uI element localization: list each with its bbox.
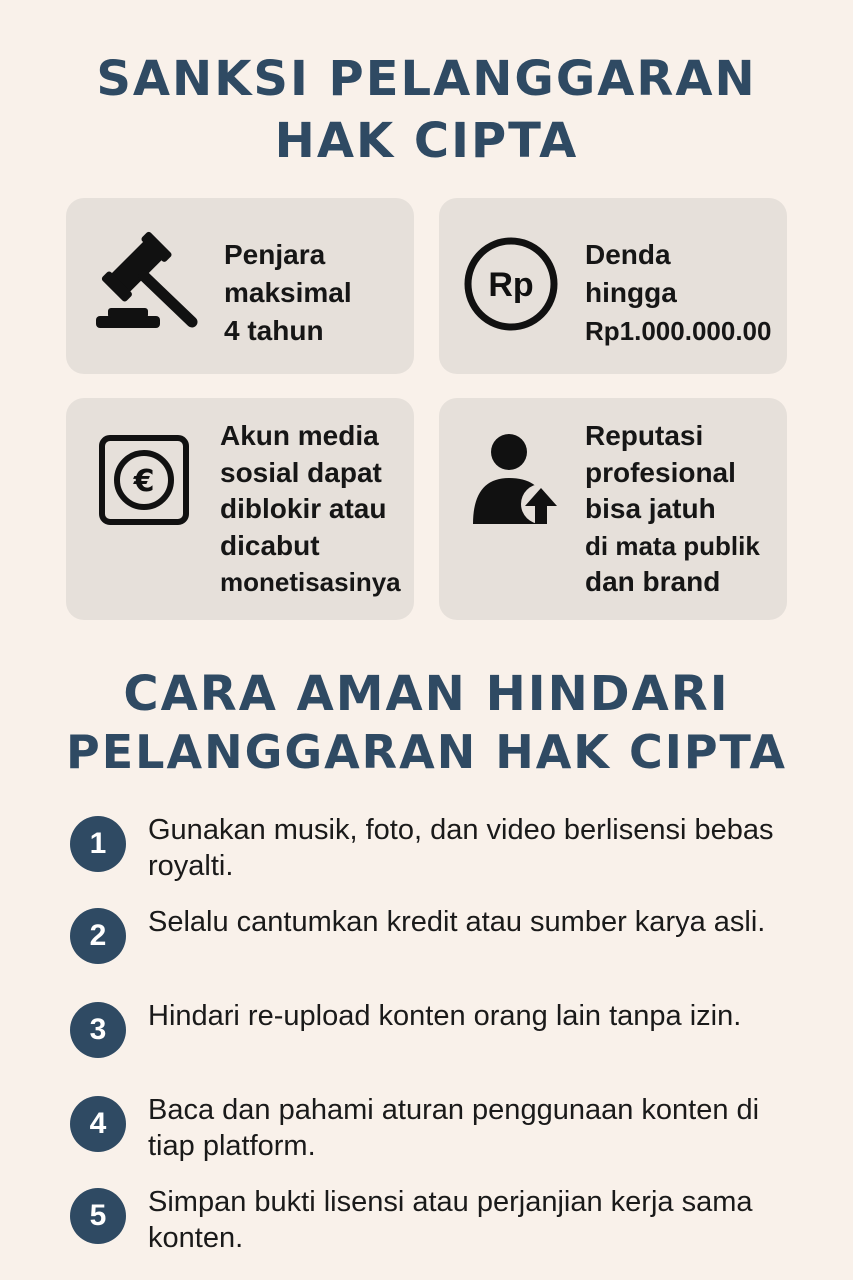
sanction-line: Rp1.000.000.00 xyxy=(585,316,772,346)
sanction-card-text xyxy=(585,418,760,601)
sanction-line: hingga xyxy=(585,277,677,308)
sanction-line: bisa jatuh xyxy=(585,493,716,524)
sanction-line: diblokir atau xyxy=(220,493,387,524)
sanction-line: profesional xyxy=(585,456,736,488)
sanction-line: dan brand xyxy=(585,566,721,597)
sanction-line: monetisasinya xyxy=(220,567,401,597)
safe-ways-title xyxy=(0,665,853,781)
sanctions-title-line: SANKSI PELANGGARAN xyxy=(96,51,757,107)
step-number-badge: 4 xyxy=(70,1096,126,1152)
step-text: Selalu cantumkan kredit atau sumber karya asli. xyxy=(148,906,766,938)
sanction-line: Denda xyxy=(585,239,671,270)
step-text: Simpan bukti lisensi atau perjanjian kerja sama konten. xyxy=(148,1186,753,1254)
step-number-badge: 3 xyxy=(70,1002,126,1058)
sanction-line: Penjara xyxy=(224,239,326,270)
svg-text:€: € xyxy=(133,464,155,499)
sanction-line: sosial dapat xyxy=(220,456,382,488)
step-text: Gunakan musik, foto, dan video berlisensi bebas royalti. xyxy=(148,814,774,882)
step-number-badge: 2 xyxy=(70,908,126,964)
sanction-card-prison xyxy=(66,198,414,374)
gavel-icon xyxy=(88,224,200,336)
step-text: Hindari re-upload konten orang lain tanpa izin. xyxy=(148,1000,742,1032)
sanction-line: Akun media xyxy=(220,420,379,451)
sanction-card-social-media xyxy=(66,398,414,620)
sanction-card-fine xyxy=(439,198,787,374)
rupiah-coin-icon xyxy=(461,234,561,334)
sanctions-title-line: HAK CIPTA xyxy=(274,113,579,169)
step-number-badge: 1 xyxy=(70,816,126,872)
sanction-card-text xyxy=(220,418,401,601)
step-text: Baca dan pahami aturan penggunaan konten di tiap platform. xyxy=(148,1094,760,1162)
sanction-line: Reputasi xyxy=(585,420,704,451)
sanction-card-text xyxy=(224,236,352,350)
euro-monetization-icon xyxy=(98,434,190,526)
sanction-card-text xyxy=(585,236,771,350)
sanction-line: 4 tahun xyxy=(224,315,324,346)
person-arrow-icon xyxy=(469,432,565,528)
sanction-card-reputation xyxy=(439,398,787,620)
sanction-line: maksimal xyxy=(224,277,352,308)
step-number-badge: 5 xyxy=(70,1188,126,1244)
sanction-line: di mata publik xyxy=(585,530,760,561)
sanctions-title xyxy=(0,48,853,172)
safe-ways-title-line: PELANGGARAN HAK CIPTA xyxy=(66,725,787,779)
svg-text:Rp: Rp xyxy=(488,266,534,304)
sanction-line: dicabut xyxy=(220,529,320,561)
safe-ways-title-line: CARA AMAN HINDARI xyxy=(123,666,730,722)
